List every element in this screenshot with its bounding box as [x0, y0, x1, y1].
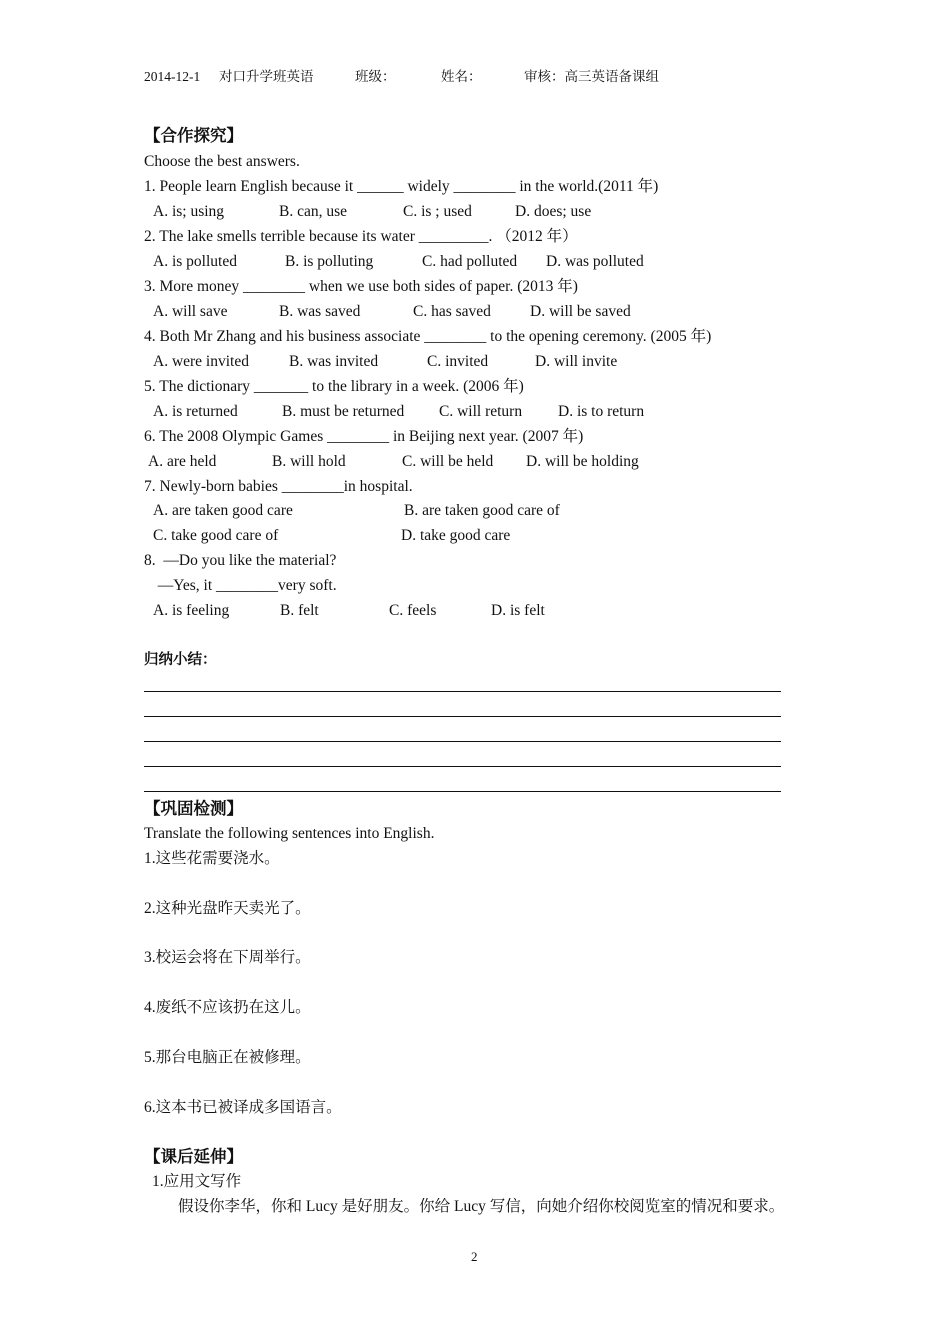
translation-item: 5.那台电脑正在被修理。: [144, 1049, 311, 1066]
option: C. had polluted: [422, 253, 518, 270]
question-stem: 7. Newly-born babies ________in hospital.: [144, 478, 413, 495]
header-course: 对口升学班英语: [219, 69, 314, 84]
question-stem-reply: —Yes, it ________very soft.: [150, 577, 337, 594]
option: C. take good care of: [153, 527, 279, 544]
option: D. was polluted: [546, 253, 644, 270]
section-title-consolidation: 【巩固检测】: [144, 799, 243, 818]
option: C. invited: [427, 353, 489, 370]
option: B. is polluting: [285, 253, 374, 270]
option: D. is felt: [491, 602, 545, 619]
writing-task-prompt: 假设你李华，你和 Lucy 是好朋友。你给 Lucy 写信，向她介绍你校阅览室的情况和要求。: [178, 1198, 785, 1215]
option: A. is; using: [153, 203, 225, 220]
translation-item: 4.废纸不应该扔在这儿。: [144, 999, 311, 1016]
translation-item: 1.这些花需要浇水。: [144, 850, 280, 867]
header-review: 审核：高三英语备课组: [524, 69, 659, 84]
option: D. is to return: [558, 403, 645, 420]
writing-line: [144, 741, 781, 742]
option: D. does; use: [515, 203, 592, 220]
summary-title: 归纳小结：: [144, 652, 217, 668]
question-stem: 5. The dictionary _______ to the library in a week. (2006 年): [144, 378, 524, 395]
writing-line: [144, 716, 781, 717]
question-stem: 1. People learn English because it ______ widely ________ in the world.(2011 年): [144, 178, 659, 195]
option: B. are taken good care of: [404, 502, 560, 519]
option: A. are held: [148, 453, 217, 470]
page-number: 2: [471, 1249, 478, 1264]
section-title-extension: 【课后延伸】: [144, 1147, 243, 1166]
writing-line: [144, 766, 781, 767]
option: B. must be returned: [282, 403, 405, 420]
header-date: 2014-12-1: [144, 69, 201, 84]
option: C. will return: [439, 403, 523, 420]
option: B. was saved: [279, 303, 361, 320]
writing-line: [144, 691, 781, 692]
section-instruction: Translate the following sentences into English.: [144, 825, 435, 842]
translation-item: 6.这本书已被译成多国语言。: [144, 1099, 342, 1116]
option: D. take good care: [401, 527, 511, 544]
option: D. will invite: [535, 353, 618, 370]
question-stem: 6. The 2008 Olympic Games ________ in Beijing next year. (2007 年): [144, 428, 584, 445]
section-instruction: Choose the best answers.: [144, 153, 300, 170]
question-stem: 3. More money ________ when we use both sides of paper. (2013 年): [144, 278, 578, 295]
option: B. was invited: [289, 353, 379, 370]
option: A. is returned: [153, 403, 238, 420]
option: A. were invited: [153, 353, 249, 370]
question-stem: 2. The lake smells terrible because its water _________. （2012 年）: [144, 228, 578, 245]
option: C. is ; used: [403, 203, 472, 220]
option: A. will save: [153, 303, 228, 320]
option: B. felt: [280, 602, 319, 619]
section-title-cooperative: 【合作探究】: [144, 126, 243, 145]
translation-item: 2.这种光盘昨天卖光了。: [144, 900, 311, 917]
option: C. has saved: [413, 303, 491, 320]
option: D. will be holding: [526, 453, 639, 470]
option: B. will hold: [272, 453, 346, 470]
header-class-label: 班级：: [355, 69, 396, 84]
option: B. can, use: [279, 203, 348, 220]
option: C. will be held: [402, 453, 494, 470]
writing-task-title: 1.应用文写作: [152, 1173, 242, 1190]
header-name-label: 姓名：: [441, 69, 482, 84]
translation-item: 3.校运会将在下周举行。: [144, 949, 311, 966]
option: A. is polluted: [153, 253, 237, 270]
writing-line: [144, 791, 781, 792]
option: D. will be saved: [530, 303, 631, 320]
question-stem: 8. —Do you like the material?: [144, 552, 337, 569]
option: C. feels: [389, 602, 437, 619]
question-stem: 4. Both Mr Zhang and his business associate ________ to the opening ceremony. (2005 年): [144, 328, 712, 345]
option: A. is feeling: [153, 602, 230, 619]
option: A. are taken good care: [153, 502, 293, 519]
